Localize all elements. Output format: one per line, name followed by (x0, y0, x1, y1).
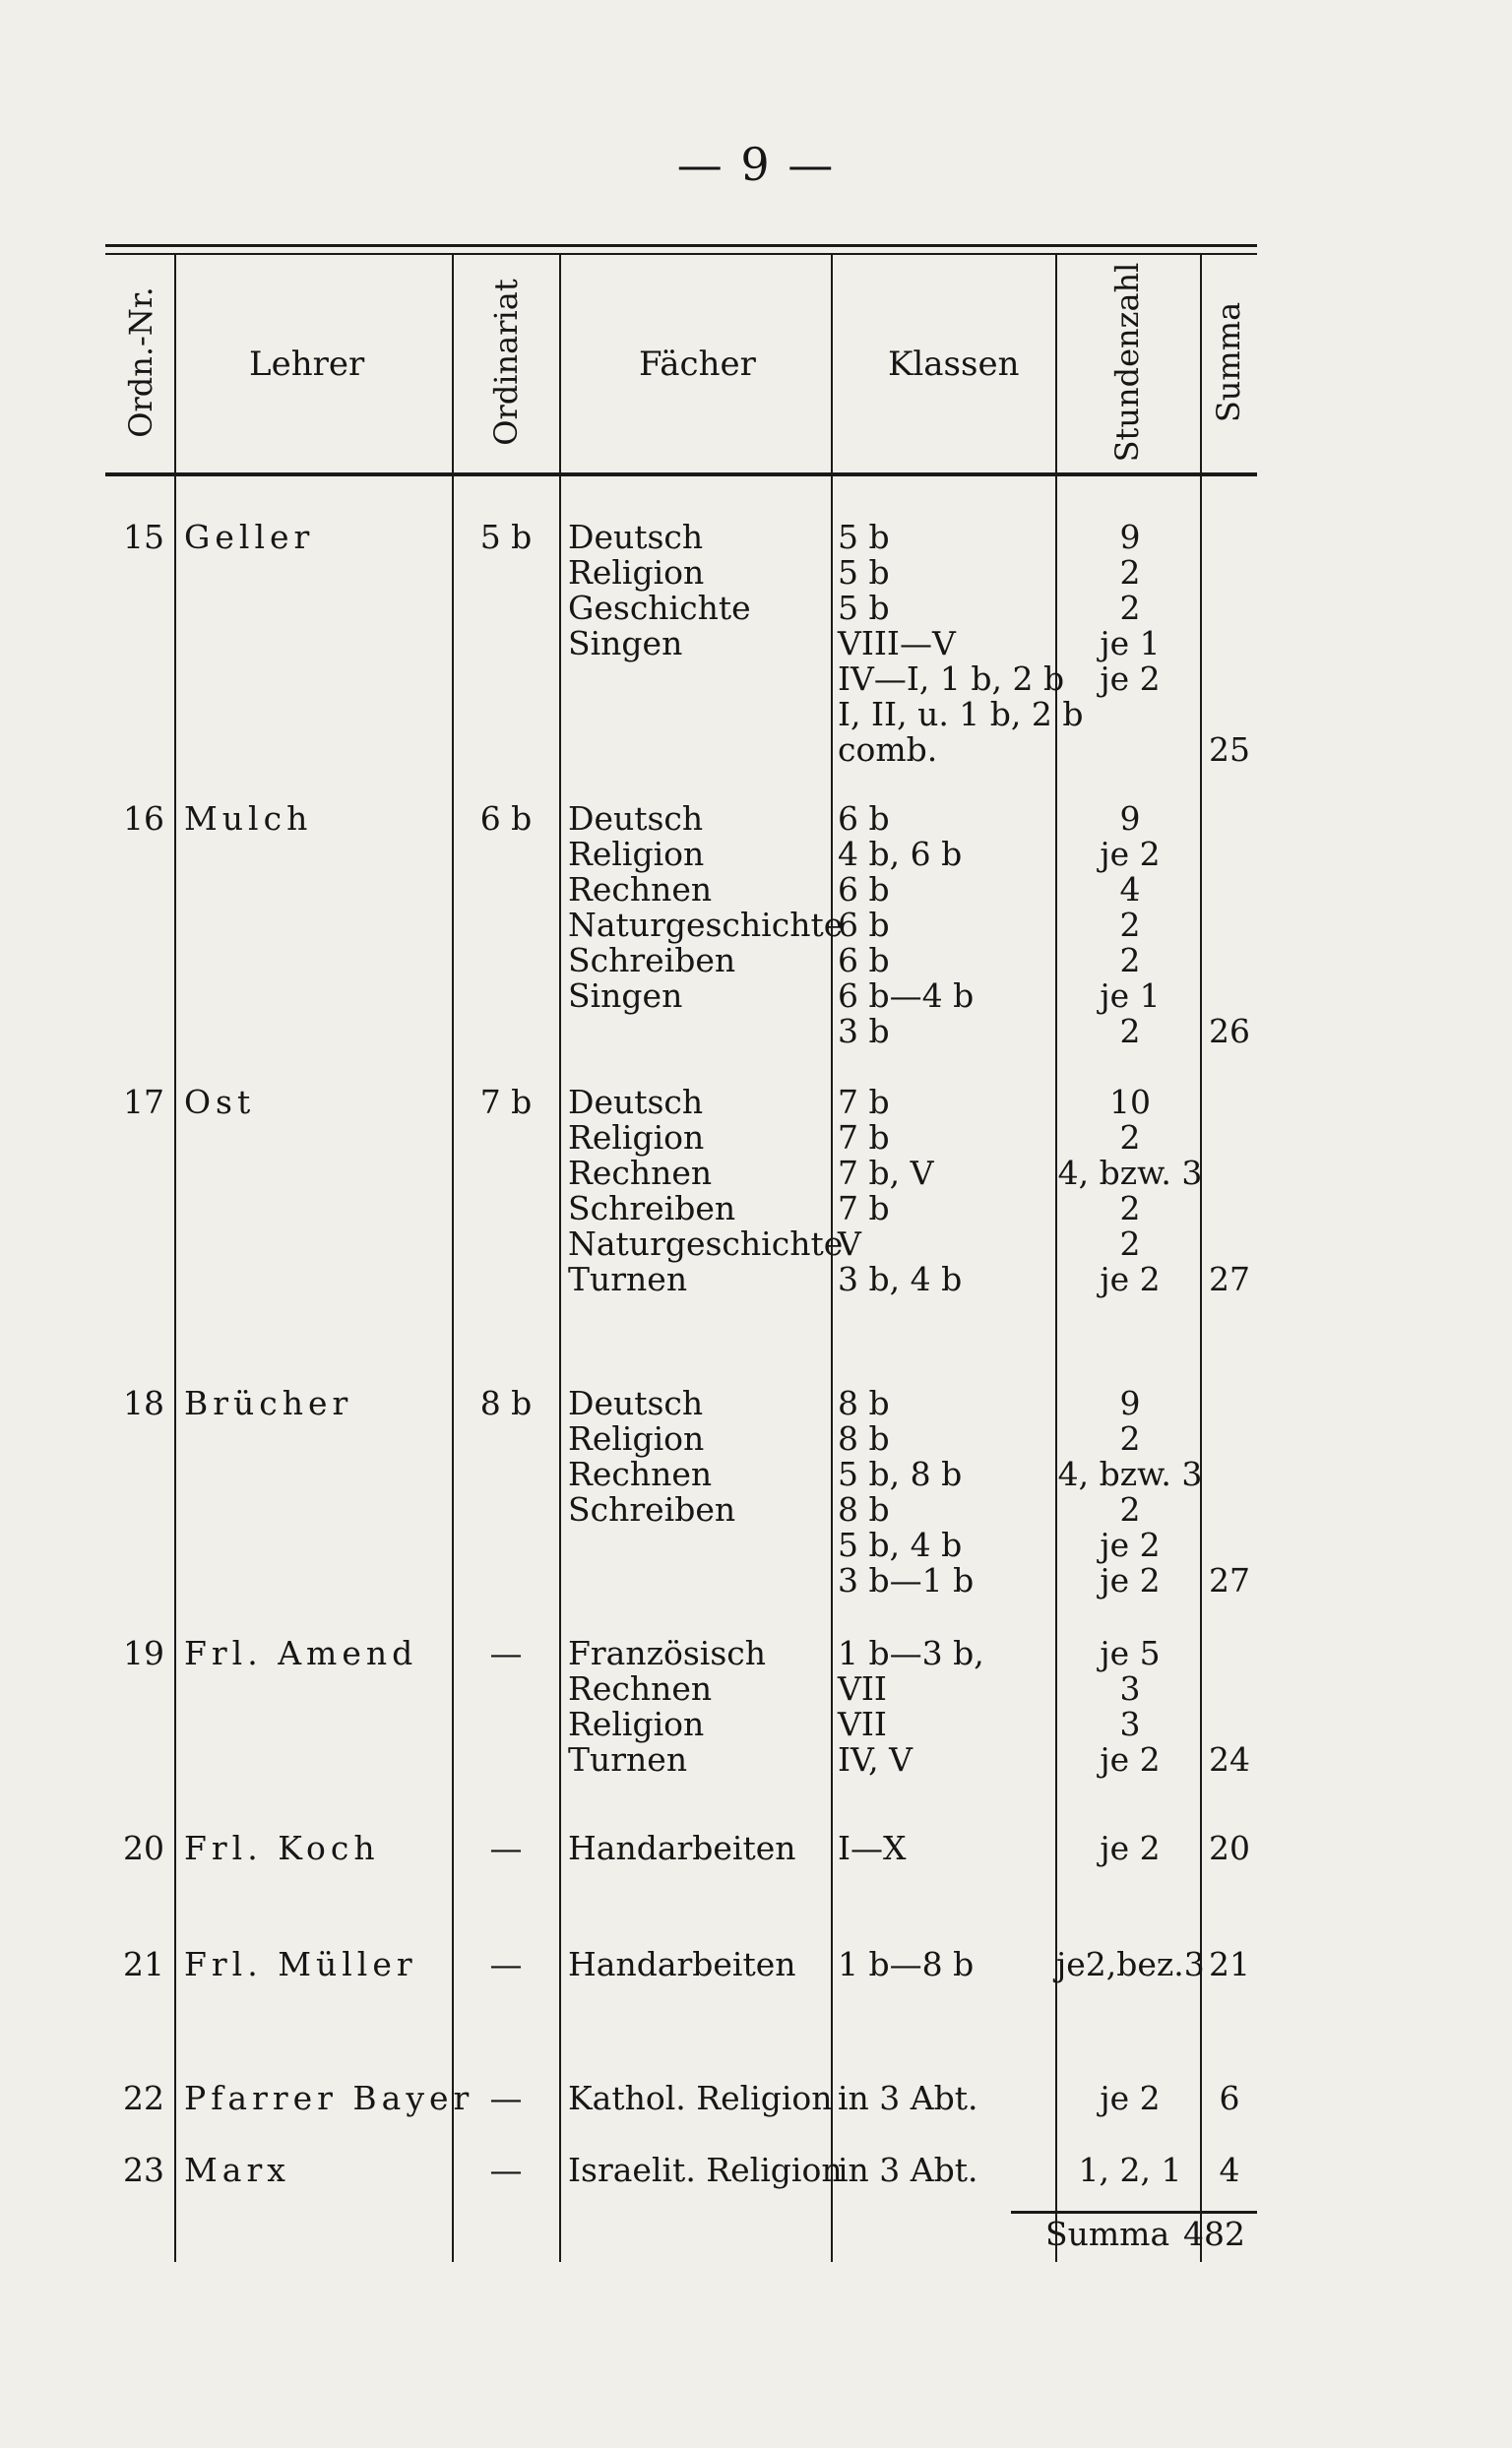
ordinariat-value: 8 b (479, 1384, 533, 1422)
row-sum: 21 (1209, 1945, 1250, 1983)
ordinariat-value: — (489, 2079, 523, 2117)
hours-cell: 2 (1119, 1224, 1141, 1263)
total-label: Summa (1045, 2215, 1170, 2253)
hours-cell: 2 (1119, 1118, 1141, 1157)
classes-cell: 1 b—3 b, (838, 1634, 984, 1672)
teacher-name: Frl. Amend (184, 1634, 418, 1672)
teacher-schedule-table (105, 244, 1257, 2252)
header-bottom-rule (105, 472, 1257, 476)
classes-cell: 3 b—1 b (838, 1561, 975, 1600)
classes-cell: V (838, 1224, 861, 1263)
subject-cell: Deutsch (568, 1083, 704, 1121)
classes-cell: 6 b (838, 870, 890, 909)
row-sum: 4 (1219, 2151, 1240, 2189)
hours-cell: 3 (1119, 1669, 1141, 1708)
row-sum: 25 (1209, 730, 1250, 769)
hours-cell: 2 (1119, 1490, 1141, 1529)
subject-cell: Schreiben (568, 941, 736, 979)
page-number: — 9 — (676, 138, 836, 191)
subject-cell: Rechnen (568, 1669, 713, 1708)
subject-cell: Handarbeiten (568, 1945, 796, 1983)
row-sum: 27 (1209, 1561, 1250, 1600)
hours-cell: je 1 (1100, 624, 1161, 662)
hours-cell: je 2 (1100, 1829, 1161, 1867)
subject-cell: Singen (568, 976, 683, 1015)
classes-cell: 6 b (838, 941, 890, 979)
row-number: 17 (123, 1083, 164, 1121)
subject-cell: Religion (568, 1419, 705, 1458)
teacher-name: Frl. Koch (184, 1829, 380, 1867)
hours-cell: je 2 (1100, 2079, 1161, 2117)
row-number: 15 (123, 518, 164, 556)
classes-cell: 1 b—8 b (838, 1945, 975, 1983)
hours-cell: 9 (1119, 799, 1141, 838)
classes-cell: 5 b (838, 518, 890, 556)
header-nr: Ordn.-Nr. (122, 286, 159, 438)
total-rule (1011, 2211, 1257, 2214)
classes-cell: 3 b, 4 b (838, 1260, 963, 1298)
classes-cell: VII (838, 1669, 887, 1708)
column-divider (174, 254, 176, 2262)
hours-cell: je 2 (1100, 1526, 1161, 1564)
classes-cell: in 3 Abt. (838, 2151, 978, 2189)
teacher-name: Ost (184, 1083, 256, 1121)
header-teacher: Lehrer (249, 345, 365, 384)
ordinariat-value: 7 b (479, 1083, 533, 1121)
ordinariat-value: 6 b (479, 799, 533, 838)
row-number: 23 (123, 2151, 164, 2189)
row-sum: 6 (1219, 2079, 1240, 2117)
classes-cell: 6 b (838, 799, 890, 838)
teacher-name: Pfarrer Bayer (184, 2079, 474, 2117)
subject-cell: Rechnen (568, 870, 713, 909)
row-number: 16 (123, 799, 164, 838)
subject-cell: Deutsch (568, 518, 704, 556)
teacher-name: Mulch (184, 799, 313, 838)
ordinariat-value: — (489, 1945, 523, 1983)
classes-cell: 8 b (838, 1384, 890, 1422)
row-number: 22 (123, 2079, 164, 2117)
hours-cell: 10 (1109, 1083, 1151, 1121)
hours-cell: 4, bzw. 3 (1057, 1455, 1203, 1493)
subject-cell: Religion (568, 1705, 705, 1743)
table-top-rule-inner (105, 253, 1257, 255)
row-sum: 24 (1209, 1740, 1250, 1779)
table-top-rule (105, 244, 1257, 247)
hours-cell: je 2 (1100, 1561, 1161, 1600)
classes-cell: I, II, u. 1 b, 2 b (838, 695, 1084, 733)
ordinariat-value: — (489, 2151, 523, 2189)
hours-cell: 4, bzw. 3 (1057, 1154, 1203, 1192)
header-classes: Klassen (888, 345, 1020, 384)
classes-cell: 7 b (838, 1189, 890, 1227)
subject-cell: Kathol. Religion (568, 2079, 833, 2117)
classes-cell: 7 b (838, 1118, 890, 1157)
hours-cell: 2 (1119, 553, 1141, 592)
classes-cell: 6 b (838, 906, 890, 944)
hours-cell: je 1 (1100, 976, 1161, 1015)
classes-cell: in 3 Abt. (838, 2079, 978, 2117)
hours-cell: 4 (1119, 870, 1141, 909)
hours-cell: je2,bez.3 (1056, 1945, 1205, 1983)
hours-cell: 2 (1119, 1012, 1141, 1050)
ordinariat-value: 5 b (479, 518, 533, 556)
row-sum: 20 (1209, 1829, 1250, 1867)
classes-cell: 5 b, 4 b (838, 1526, 963, 1564)
total-value: 482 (1183, 2215, 1245, 2253)
row-number: 18 (123, 1384, 164, 1422)
subject-cell: Religion (568, 553, 705, 592)
teacher-name: Frl. Müller (184, 1945, 417, 1983)
row-number: 19 (123, 1634, 164, 1672)
hours-cell: 9 (1119, 518, 1141, 556)
header-hours: Stundenzahl (1108, 262, 1146, 463)
hours-cell: 1, 2, 1 (1078, 2151, 1182, 2189)
row-number: 20 (123, 1829, 164, 1867)
hours-cell: je 2 (1100, 1740, 1161, 1779)
teacher-name: Brücher (184, 1384, 353, 1422)
classes-cell: I—X (838, 1829, 907, 1867)
subject-cell: Schreiben (568, 1490, 736, 1529)
teacher-name: Marx (184, 2151, 290, 2189)
subject-cell: Handarbeiten (568, 1829, 796, 1867)
header-subjects: Fächer (639, 345, 756, 384)
classes-cell: 4 b, 6 b (838, 835, 963, 873)
classes-cell: 7 b, V (838, 1154, 934, 1192)
classes-cell: 5 b (838, 589, 890, 627)
subject-cell: Turnen (568, 1260, 688, 1298)
subject-cell: Turnen (568, 1740, 688, 1779)
teacher-name: Geller (184, 518, 315, 556)
classes-cell: 8 b (838, 1419, 890, 1458)
hours-cell: 9 (1119, 1384, 1141, 1422)
classes-cell: 7 b (838, 1083, 890, 1121)
classes-cell: IV—I, 1 b, 2 b (838, 659, 1065, 698)
subject-cell: Schreiben (568, 1189, 736, 1227)
classes-cell: 3 b (838, 1012, 890, 1050)
subject-cell: Rechnen (568, 1154, 713, 1192)
subject-cell: Geschichte (568, 589, 751, 627)
subject-cell: Deutsch (568, 1384, 704, 1422)
classes-cell: 5 b, 8 b (838, 1455, 963, 1493)
hours-cell: je 2 (1100, 835, 1161, 873)
classes-cell: VIII—V (838, 624, 956, 662)
row-sum: 26 (1209, 1012, 1250, 1050)
hours-cell: je 2 (1100, 659, 1161, 698)
subject-cell: Naturgeschichte (568, 906, 844, 944)
hours-cell: je 2 (1100, 1260, 1161, 1298)
row-number: 21 (123, 1945, 164, 1983)
subject-cell: Französisch (568, 1634, 767, 1672)
classes-cell: 6 b—4 b (838, 976, 975, 1015)
hours-cell: 2 (1119, 1189, 1141, 1227)
ordinariat-value: — (489, 1634, 523, 1672)
hours-cell: je 5 (1100, 1634, 1161, 1672)
header-ordinariat: Ordinariat (487, 279, 525, 446)
classes-cell: 8 b (838, 1490, 890, 1529)
header-sum: Summa (1210, 301, 1247, 423)
hours-cell: 3 (1119, 1705, 1141, 1743)
classes-cell: 5 b (838, 553, 890, 592)
subject-cell: Religion (568, 1118, 705, 1157)
hours-cell: 2 (1119, 589, 1141, 627)
subject-cell: Naturgeschichte (568, 1224, 844, 1263)
ordinariat-value: — (489, 1829, 523, 1867)
classes-cell: IV, V (838, 1740, 913, 1779)
row-sum: 27 (1209, 1260, 1250, 1298)
subject-cell: Singen (568, 624, 683, 662)
hours-cell: 2 (1119, 941, 1141, 979)
subject-cell: Deutsch (568, 799, 704, 838)
subject-cell: Religion (568, 835, 705, 873)
classes-cell: comb. (838, 730, 938, 769)
hours-cell: 2 (1119, 906, 1141, 944)
subject-cell: Israelit. Religion (568, 2151, 843, 2189)
classes-cell: VII (838, 1705, 887, 1743)
subject-cell: Rechnen (568, 1455, 713, 1493)
hours-cell: 2 (1119, 1419, 1141, 1458)
